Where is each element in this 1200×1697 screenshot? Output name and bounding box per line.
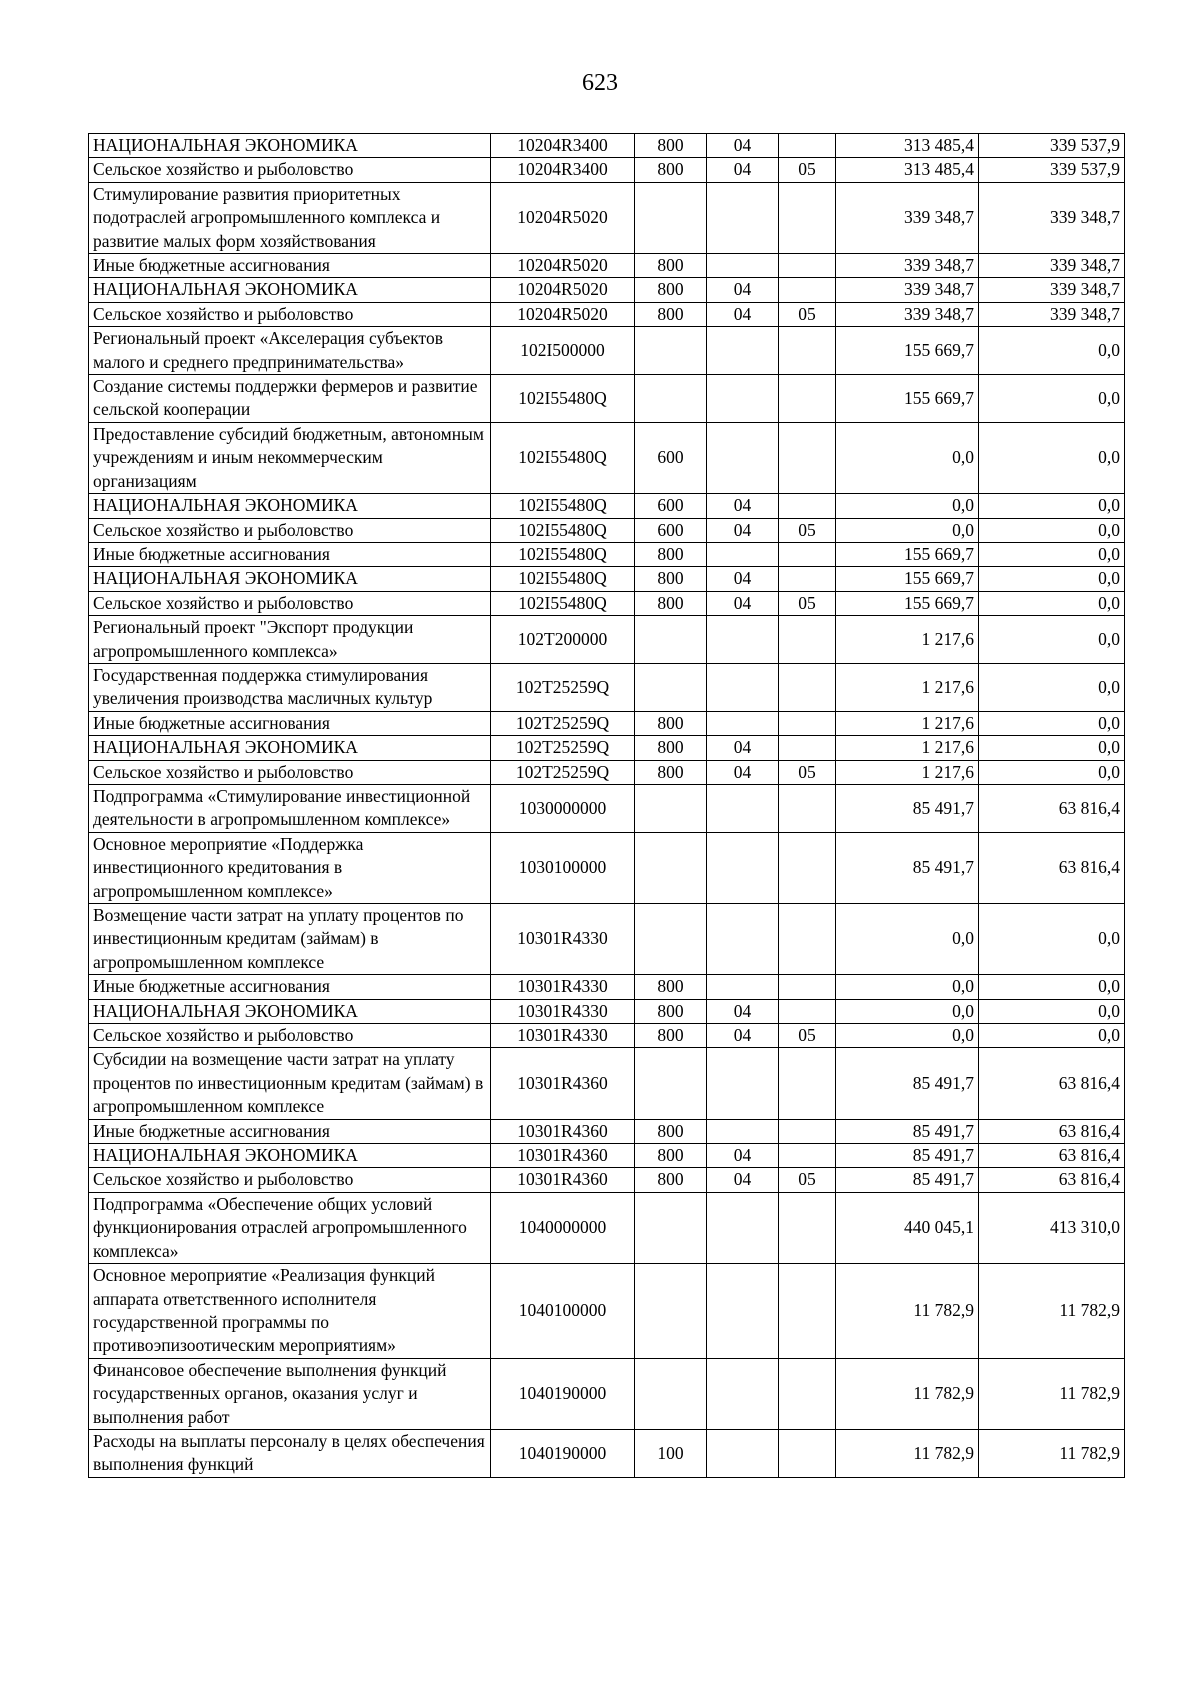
row-rz: 04 — [707, 736, 779, 760]
row-sum-2: 0,0 — [979, 999, 1125, 1023]
row-code: 102I55480Q — [491, 591, 635, 615]
table-row — [89, 375, 1125, 423]
row-sum-1: 155 669,7 — [836, 327, 979, 375]
row-vr: 800 — [635, 711, 707, 735]
row-sum-1: 11 782,9 — [836, 1264, 979, 1359]
table-row — [89, 760, 1125, 784]
page-number: 623 — [582, 70, 618, 96]
row-vr: 800 — [635, 736, 707, 760]
row-rz — [707, 542, 779, 566]
row-rz — [707, 182, 779, 253]
row-sum-1: 339 348,7 — [836, 302, 979, 326]
row-vr: 600 — [635, 518, 707, 542]
row-pr — [779, 1358, 836, 1429]
row-name: Сельское хозяйство и рыболовство — [89, 518, 491, 542]
row-name: Предоставление субсидий бюджетным, автономным учреждениям и иным некоммерческим организациям — [89, 422, 491, 493]
row-code: 1040190000 — [491, 1429, 635, 1477]
row-sum-2: 0,0 — [979, 760, 1125, 784]
row-vr — [635, 1048, 707, 1119]
row-pr: 05 — [779, 158, 836, 182]
table-row — [89, 784, 1125, 832]
row-pr — [779, 616, 836, 664]
row-sum-2: 0,0 — [979, 327, 1125, 375]
row-name: Иные бюджетные ассигнования — [89, 542, 491, 566]
row-sum-2: 0,0 — [979, 591, 1125, 615]
row-rz: 04 — [707, 760, 779, 784]
row-sum-2: 339 348,7 — [979, 254, 1125, 278]
row-sum-2: 11 782,9 — [979, 1358, 1125, 1429]
row-sum-1: 313 485,4 — [836, 134, 979, 158]
row-vr — [635, 1264, 707, 1359]
row-code: 102I55480Q — [491, 494, 635, 518]
row-code: 102T25259Q — [491, 663, 635, 711]
row-sum-2: 0,0 — [979, 375, 1125, 423]
row-vr — [635, 663, 707, 711]
table-row — [89, 663, 1125, 711]
row-rz: 04 — [707, 1144, 779, 1168]
row-code: 102I55480Q — [491, 422, 635, 493]
table-row — [89, 302, 1125, 326]
row-code: 10301R4330 — [491, 1024, 635, 1048]
row-rz: 04 — [707, 158, 779, 182]
row-pr — [779, 422, 836, 493]
table-row — [89, 278, 1125, 302]
row-vr — [635, 832, 707, 903]
row-rz — [707, 663, 779, 711]
row-sum-1: 85 491,7 — [836, 1048, 979, 1119]
row-vr — [635, 375, 707, 423]
row-vr: 800 — [635, 542, 707, 566]
row-vr: 800 — [635, 278, 707, 302]
row-name: Расходы на выплаты персоналу в целях обеспечения выполнения функций — [89, 1429, 491, 1477]
row-rz — [707, 422, 779, 493]
row-rz: 04 — [707, 1024, 779, 1048]
row-sum-1: 155 669,7 — [836, 567, 979, 591]
row-sum-1: 440 045,1 — [836, 1192, 979, 1263]
row-pr — [779, 278, 836, 302]
table-row — [89, 1192, 1125, 1263]
row-sum-1: 0,0 — [836, 422, 979, 493]
row-sum-1: 1 217,6 — [836, 663, 979, 711]
row-code: 10301R4330 — [491, 904, 635, 975]
row-code: 1030100000 — [491, 832, 635, 903]
row-vr: 800 — [635, 567, 707, 591]
row-name: Сельское хозяйство и рыболовство — [89, 158, 491, 182]
row-name: Сельское хозяйство и рыболовство — [89, 1024, 491, 1048]
row-rz — [707, 375, 779, 423]
row-vr — [635, 327, 707, 375]
row-name: Сельское хозяйство и рыболовство — [89, 302, 491, 326]
row-code: 102I500000 — [491, 327, 635, 375]
row-sum-2: 0,0 — [979, 663, 1125, 711]
row-code: 10204R3400 — [491, 158, 635, 182]
row-vr: 800 — [635, 302, 707, 326]
row-pr — [779, 1048, 836, 1119]
row-name: Иные бюджетные ассигнования — [89, 711, 491, 735]
table-row — [89, 542, 1125, 566]
table-row — [89, 904, 1125, 975]
row-code: 102I55480Q — [491, 542, 635, 566]
row-rz — [707, 327, 779, 375]
row-pr — [779, 1429, 836, 1477]
row-rz — [707, 904, 779, 975]
row-sum-2: 0,0 — [979, 422, 1125, 493]
row-code: 102I55480Q — [491, 518, 635, 542]
row-vr: 100 — [635, 1429, 707, 1477]
row-code: 102T25259Q — [491, 711, 635, 735]
row-sum-1: 1 217,6 — [836, 736, 979, 760]
row-code: 10301R4360 — [491, 1168, 635, 1192]
row-rz — [707, 711, 779, 735]
table-row — [89, 1119, 1125, 1143]
row-pr — [779, 711, 836, 735]
row-rz: 04 — [707, 518, 779, 542]
row-pr — [779, 567, 836, 591]
row-code: 10301R4330 — [491, 975, 635, 999]
row-name: НАЦИОНАЛЬНАЯ ЭКОНОМИКА — [89, 134, 491, 158]
row-sum-2: 63 816,4 — [979, 1048, 1125, 1119]
row-pr — [779, 832, 836, 903]
table-row — [89, 134, 1125, 158]
row-pr — [779, 904, 836, 975]
row-sum-2: 339 348,7 — [979, 302, 1125, 326]
table-row — [89, 518, 1125, 542]
row-rz: 04 — [707, 278, 779, 302]
row-vr: 800 — [635, 254, 707, 278]
row-rz — [707, 784, 779, 832]
row-pr: 05 — [779, 591, 836, 615]
row-vr — [635, 784, 707, 832]
row-name: НАЦИОНАЛЬНАЯ ЭКОНОМИКА — [89, 999, 491, 1023]
row-vr: 800 — [635, 1144, 707, 1168]
row-name: Подпрограмма «Обеспечение общих условий функционирования отраслей агропромышленного комплекса» — [89, 1192, 491, 1263]
row-pr: 05 — [779, 760, 836, 784]
table-row — [89, 975, 1125, 999]
row-sum-2: 0,0 — [979, 736, 1125, 760]
row-pr: 05 — [779, 1168, 836, 1192]
row-rz: 04 — [707, 999, 779, 1023]
table-row — [89, 254, 1125, 278]
row-pr — [779, 784, 836, 832]
row-rz — [707, 616, 779, 664]
row-sum-2: 0,0 — [979, 518, 1125, 542]
row-sum-1: 0,0 — [836, 999, 979, 1023]
row-code: 10204R3400 — [491, 134, 635, 158]
row-sum-2: 0,0 — [979, 542, 1125, 566]
table-row — [89, 494, 1125, 518]
row-sum-2: 11 782,9 — [979, 1429, 1125, 1477]
row-name: Субсидии на возмещение части затрат на уплату процентов по инвестиционным кредитам (займам) в агропромышленном комплексе — [89, 1048, 491, 1119]
row-pr — [779, 254, 836, 278]
row-code: 1040100000 — [491, 1264, 635, 1359]
table-row — [89, 591, 1125, 615]
row-sum-1: 313 485,4 — [836, 158, 979, 182]
row-rz — [707, 254, 779, 278]
row-pr — [779, 134, 836, 158]
row-rz: 04 — [707, 567, 779, 591]
row-code: 10301R4360 — [491, 1048, 635, 1119]
row-rz — [707, 1048, 779, 1119]
row-pr — [779, 494, 836, 518]
row-sum-2: 0,0 — [979, 494, 1125, 518]
row-sum-2: 0,0 — [979, 711, 1125, 735]
row-name: Региональный проект "Экспорт продукции агропромышленного комплекса» — [89, 616, 491, 664]
row-name: Создание системы поддержки фермеров и развитие сельской кооперации — [89, 375, 491, 423]
row-sum-2: 413 310,0 — [979, 1192, 1125, 1263]
row-vr — [635, 182, 707, 253]
row-rz: 04 — [707, 302, 779, 326]
row-code: 102I55480Q — [491, 375, 635, 423]
row-pr — [779, 1144, 836, 1168]
row-pr: 05 — [779, 518, 836, 542]
row-sum-2: 63 816,4 — [979, 832, 1125, 903]
row-code: 1030000000 — [491, 784, 635, 832]
row-vr — [635, 904, 707, 975]
row-code: 102T25259Q — [491, 736, 635, 760]
table-row — [89, 1144, 1125, 1168]
row-code: 10204R5020 — [491, 278, 635, 302]
row-name: Основное мероприятие «Поддержка инвестиционного кредитования в агропромышленном комплексе» — [89, 832, 491, 903]
row-vr: 800 — [635, 999, 707, 1023]
row-sum-1: 85 491,7 — [836, 784, 979, 832]
row-name: НАЦИОНАЛЬНАЯ ЭКОНОМИКА — [89, 567, 491, 591]
row-name: Иные бюджетные ассигнования — [89, 1119, 491, 1143]
row-sum-2: 0,0 — [979, 616, 1125, 664]
row-code: 102I55480Q — [491, 567, 635, 591]
row-vr: 800 — [635, 134, 707, 158]
row-code: 102T200000 — [491, 616, 635, 664]
table-row — [89, 1024, 1125, 1048]
row-sum-1: 339 348,7 — [836, 254, 979, 278]
row-pr — [779, 1264, 836, 1359]
row-rz — [707, 975, 779, 999]
row-vr: 800 — [635, 1024, 707, 1048]
row-code: 1040000000 — [491, 1192, 635, 1263]
row-sum-1: 0,0 — [836, 494, 979, 518]
row-sum-1: 1 217,6 — [836, 616, 979, 664]
row-code: 10301R4360 — [491, 1144, 635, 1168]
row-name: Основное мероприятие «Реализация функций аппарата ответственного исполнителя государственной программы по противоэпизоотическим мероприятиям» — [89, 1264, 491, 1359]
row-pr — [779, 975, 836, 999]
row-code: 1040190000 — [491, 1358, 635, 1429]
row-code: 10204R5020 — [491, 254, 635, 278]
row-rz — [707, 1192, 779, 1263]
row-pr — [779, 542, 836, 566]
row-rz: 04 — [707, 134, 779, 158]
row-sum-1: 85 491,7 — [836, 832, 979, 903]
table-row — [89, 711, 1125, 735]
row-sum-1: 155 669,7 — [836, 591, 979, 615]
table-row — [89, 158, 1125, 182]
row-vr: 600 — [635, 494, 707, 518]
row-sum-2: 63 816,4 — [979, 1144, 1125, 1168]
row-sum-2: 63 816,4 — [979, 1168, 1125, 1192]
row-sum-2: 339 348,7 — [979, 278, 1125, 302]
row-pr — [779, 736, 836, 760]
row-sum-1: 155 669,7 — [836, 542, 979, 566]
row-sum-2: 63 816,4 — [979, 784, 1125, 832]
row-sum-1: 11 782,9 — [836, 1358, 979, 1429]
row-code: 102T25259Q — [491, 760, 635, 784]
row-vr: 800 — [635, 1168, 707, 1192]
table-row — [89, 1358, 1125, 1429]
row-name: НАЦИОНАЛЬНАЯ ЭКОНОМИКА — [89, 736, 491, 760]
row-vr — [635, 1358, 707, 1429]
table-row — [89, 1048, 1125, 1119]
row-sum-2: 339 348,7 — [979, 182, 1125, 253]
row-pr — [779, 375, 836, 423]
row-pr — [779, 182, 836, 253]
row-rz — [707, 1429, 779, 1477]
row-vr: 600 — [635, 422, 707, 493]
table-row — [89, 1168, 1125, 1192]
budget-table — [88, 133, 1125, 1478]
row-vr — [635, 1192, 707, 1263]
row-sum-2: 0,0 — [979, 904, 1125, 975]
row-rz — [707, 832, 779, 903]
row-sum-2: 339 537,9 — [979, 158, 1125, 182]
row-name: Государственная поддержка стимулирования увеличения производства масличных культур — [89, 663, 491, 711]
row-sum-1: 85 491,7 — [836, 1168, 979, 1192]
row-pr — [779, 1119, 836, 1143]
row-name: Стимулирование развития приоритетных подотраслей агропромышленного комплекса и развитие малых форм хозяйствования — [89, 182, 491, 253]
row-sum-1: 339 348,7 — [836, 278, 979, 302]
row-vr: 800 — [635, 158, 707, 182]
row-pr — [779, 1192, 836, 1263]
table-row — [89, 182, 1125, 253]
table-row — [89, 832, 1125, 903]
row-rz — [707, 1119, 779, 1143]
row-sum-2: 339 537,9 — [979, 134, 1125, 158]
row-vr: 800 — [635, 1119, 707, 1143]
row-vr — [635, 616, 707, 664]
row-name: Региональный проект «Акселерация субъектов малого и среднего предпринимательства» — [89, 327, 491, 375]
row-name: Иные бюджетные ассигнования — [89, 254, 491, 278]
table-row — [89, 1429, 1125, 1477]
table-row — [89, 567, 1125, 591]
row-name: НАЦИОНАЛЬНАЯ ЭКОНОМИКА — [89, 494, 491, 518]
row-name: НАЦИОНАЛЬНАЯ ЭКОНОМИКА — [89, 1144, 491, 1168]
row-rz: 04 — [707, 494, 779, 518]
row-sum-2: 0,0 — [979, 567, 1125, 591]
row-sum-2: 0,0 — [979, 975, 1125, 999]
row-pr — [779, 327, 836, 375]
table-row — [89, 999, 1125, 1023]
row-code: 10301R4330 — [491, 999, 635, 1023]
row-sum-1: 339 348,7 — [836, 182, 979, 253]
table-row — [89, 327, 1125, 375]
row-name: Сельское хозяйство и рыболовство — [89, 591, 491, 615]
row-code: 10301R4360 — [491, 1119, 635, 1143]
row-name: Подпрограмма «Стимулирование инвестиционной деятельности в агропромышленном комплексе» — [89, 784, 491, 832]
row-code: 10204R5020 — [491, 182, 635, 253]
row-vr: 800 — [635, 591, 707, 615]
row-vr: 800 — [635, 975, 707, 999]
row-sum-1: 0,0 — [836, 518, 979, 542]
row-name: НАЦИОНАЛЬНАЯ ЭКОНОМИКА — [89, 278, 491, 302]
row-sum-2: 0,0 — [979, 1024, 1125, 1048]
row-sum-1: 0,0 — [836, 975, 979, 999]
row-pr — [779, 999, 836, 1023]
table-row — [89, 422, 1125, 493]
row-rz — [707, 1358, 779, 1429]
row-sum-1: 85 491,7 — [836, 1144, 979, 1168]
row-name: Финансовое обеспечение выполнения функций государственных органов, оказания услуг и выполнения работ — [89, 1358, 491, 1429]
table-row — [89, 736, 1125, 760]
row-rz: 04 — [707, 591, 779, 615]
row-sum-2: 11 782,9 — [979, 1264, 1125, 1359]
row-name: Сельское хозяйство и рыболовство — [89, 760, 491, 784]
row-pr — [779, 663, 836, 711]
row-sum-1: 1 217,6 — [836, 711, 979, 735]
row-pr: 05 — [779, 302, 836, 326]
row-sum-1: 1 217,6 — [836, 760, 979, 784]
row-sum-1: 11 782,9 — [836, 1429, 979, 1477]
row-sum-1: 0,0 — [836, 904, 979, 975]
row-sum-1: 0,0 — [836, 1024, 979, 1048]
row-pr: 05 — [779, 1024, 836, 1048]
row-sum-1: 85 491,7 — [836, 1119, 979, 1143]
row-rz: 04 — [707, 1168, 779, 1192]
row-vr: 800 — [635, 760, 707, 784]
row-code: 10204R5020 — [491, 302, 635, 326]
row-sum-1: 155 669,7 — [836, 375, 979, 423]
row-name: Сельское хозяйство и рыболовство — [89, 1168, 491, 1192]
row-name: Иные бюджетные ассигнования — [89, 975, 491, 999]
row-name: Возмещение части затрат на уплату процентов по инвестиционным кредитам (займам) в агропромышленном комплексе — [89, 904, 491, 975]
row-sum-2: 63 816,4 — [979, 1119, 1125, 1143]
table-row — [89, 1264, 1125, 1359]
table-row — [89, 616, 1125, 664]
row-rz — [707, 1264, 779, 1359]
